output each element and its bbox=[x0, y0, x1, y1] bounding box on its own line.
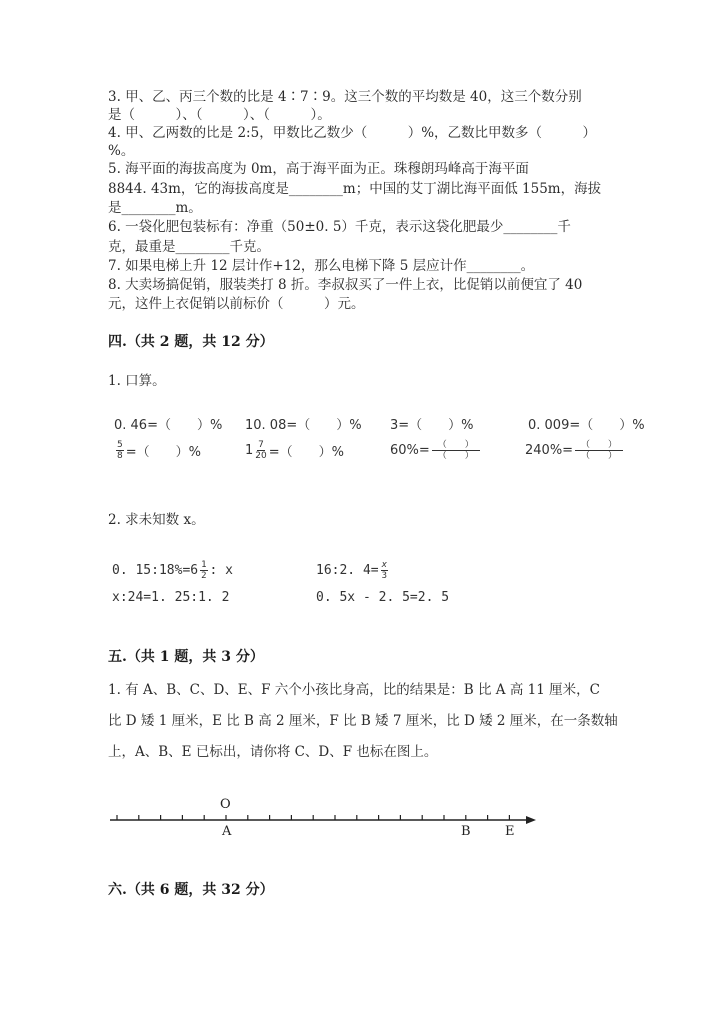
q7-line1: 7. 如果电梯上升 12 层计作+12，那么电梯下降 5 层应计作________。 bbox=[108, 258, 535, 274]
point-e-label: E bbox=[505, 824, 515, 839]
section5-heading: 五.（共 1 题，共 3 分） bbox=[108, 649, 264, 665]
fraction: $\frac{7}{20}$ bbox=[255, 440, 267, 461]
point-a-label: A bbox=[222, 824, 232, 839]
q5-line2: 8844. 43m，它的海拔高度是________m；中国的艾丁湖比海平面低 155m，海拔 bbox=[108, 181, 602, 197]
q5-line3: 是________m。 bbox=[108, 200, 202, 216]
q4-line1: 4. 甲、乙两数的比是 2:5，甲数比乙数少（ ）%，乙数比甲数多（ ） bbox=[108, 125, 597, 141]
q3-line1: 3. 甲、乙、丙三个数的比是 4∶7∶9。这三个数的平均数是 40，这三个数分别 bbox=[108, 89, 582, 105]
equation-4: 0. 5x - 2. 5=2. 5 bbox=[316, 590, 450, 605]
fraction-blank: $\frac{( )}{( )}$ bbox=[432, 440, 480, 461]
equation-1: 0. 15:18%=6 $\frac{1}{2}$ : x bbox=[112, 560, 233, 581]
q3-line2: 是（ ）、（ ）、（ ）。 bbox=[108, 107, 331, 123]
equation-3: x:24=1. 25:1. 2 bbox=[112, 590, 230, 605]
number-line bbox=[0, 790, 720, 850]
section4-q1-title: 1. 口算。 bbox=[108, 373, 166, 389]
section5-q1-line3: 上，A、B、E 已标出，请你将 C、D、F 也标在图上。 bbox=[108, 744, 438, 760]
q6-line1: 6. 一袋化肥包装标有：净重（50±0. 5）千克，表示这袋化肥最少________千 bbox=[108, 219, 571, 235]
fraction-blank: $\frac{( )}{( )}$ bbox=[575, 440, 623, 461]
oral-calc-8: 240%= $\frac{( )}{( )}$ bbox=[525, 440, 625, 461]
oral-calc-3: 3=（ ）% bbox=[390, 418, 474, 433]
section5-q1-line1: 1. 有 A、B、C、D、E、F 六个小孩比身高，比的结果是：B 比 A 高 11 厘米，C bbox=[108, 682, 600, 698]
fraction: $\frac{5}{8}$ bbox=[117, 440, 123, 461]
oral-calc-4: 0. 009=（ ）% bbox=[528, 418, 645, 433]
section6-heading: 六.（共 6 题，共 32 分） bbox=[108, 882, 274, 898]
oral-calc-7: 60%= $\frac{( )}{( )}$ bbox=[390, 440, 482, 461]
fraction: $\frac{x}{3}$ bbox=[381, 560, 388, 581]
oral-calc-6: 1 $\frac{7}{20}$ =（ ）% bbox=[245, 440, 344, 461]
q6-line2: 克，最重是________千克。 bbox=[108, 239, 270, 255]
q5-line1: 5. 海平面的海拔高度为 0m，高于海平面为正。珠穆朗玛峰高于海平面 bbox=[108, 161, 529, 177]
point-b-label: B bbox=[461, 824, 471, 839]
section4-q2-title: 2. 求未知数 x。 bbox=[108, 512, 205, 528]
q8-line2: 元，这件上衣促销以前标价（ ）元。 bbox=[108, 296, 365, 312]
oral-calc-5: $\frac{5}{8}$ =（ ）% bbox=[117, 440, 201, 461]
oral-calc-2: 10. 08=（ ）% bbox=[245, 418, 362, 433]
origin-label: O bbox=[220, 797, 231, 812]
section5-q1-line2: 比 D 矮 1 厘米，E 比 B 高 2 厘米，F 比 B 矮 7 厘米，比 D 矮 2 厘米，在一条数轴 bbox=[108, 713, 618, 729]
oral-calc-1: 0. 46=（ ）% bbox=[114, 418, 223, 433]
equation-2: 16:2. 4= $\frac{x}{3}$ bbox=[316, 560, 388, 581]
section4-heading: 四.（共 2 题，共 12 分） bbox=[108, 334, 274, 350]
q8-line1: 8. 大卖场搞促销，服装类打 8 折。李叔叔买了一件上衣，比促销以前便宜了 40 bbox=[108, 277, 583, 293]
fraction: $\frac{1}{2}$ bbox=[201, 560, 207, 581]
q4-line2: %。 bbox=[108, 143, 135, 159]
